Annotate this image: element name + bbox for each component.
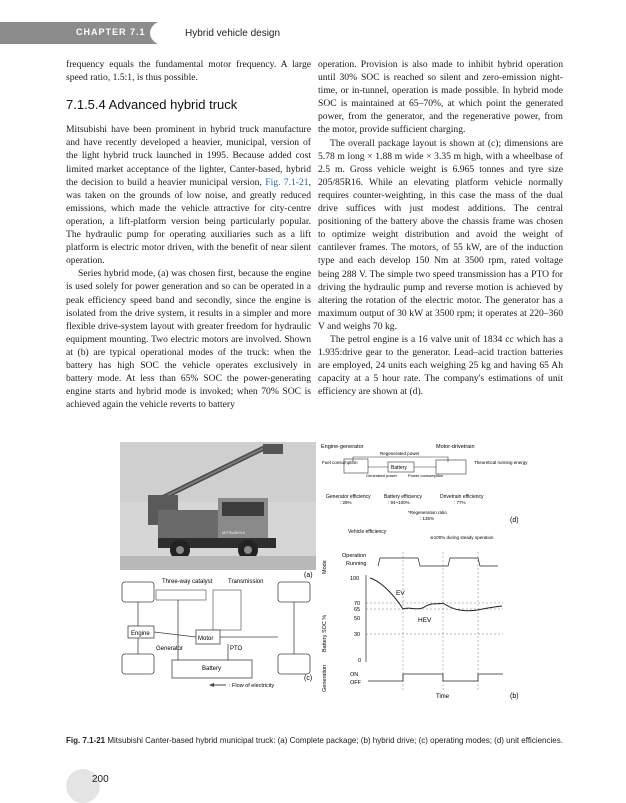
- motor-label: Motor: [198, 636, 214, 642]
- regeneration-ratio-label: *Regeneration ratio: [408, 510, 447, 515]
- paragraph: The petrol engine is a 16 valve unit of 1834 cc which has a 1.935:drive gear to the generator. Lead–acid traction batteries are employed, 24 units each weighing 25 kg and having 65 Ah capacity at a 5 hour rate. The company's estimations of unit efficiency are shown at (d).: [318, 333, 563, 398]
- figure-link[interactable]: Fig. 7.1-21: [265, 176, 309, 188]
- generator-efficiency-value: : 28%: [340, 500, 352, 505]
- hev-label: HEV: [418, 617, 432, 624]
- generator-label: Generator: [156, 646, 184, 652]
- drivetrain-efficiency-value: : 77%: [454, 500, 466, 505]
- soc-tick: 50: [354, 616, 361, 622]
- pto-label: PTO: [230, 646, 243, 652]
- battery-efficiency-label: Battery efficiency: [384, 494, 422, 500]
- soc-tick: 100: [350, 576, 360, 582]
- panel-b-label: (b): [510, 693, 519, 700]
- panel-d-label: (d): [510, 517, 519, 524]
- motor-drivetrain-label: Motor-drivetrain: [436, 444, 475, 450]
- paragraph: operation. Provision is also made to inhibit hybrid operation until 30% SOC is reached so silent and zero-emission night-time, or in-tunnel, operation is made possible. In hybrid mode SOC is maintained at 65–70%, at which point the generated power, from the generator, and the regenerative power, from the motor, provide sufficient charging.: [318, 59, 563, 136]
- figure-caption: [66, 736, 566, 747]
- left-column: [66, 58, 311, 411]
- generation-axis-label: Generation: [322, 664, 328, 692]
- paragraph: The overall package layout is shown at (c); dimensions are 5.78 m long × 1.88 m wide × 3.35 m high, with a wheelbase of 2.5 m. Gross vehicle weight is 6.965 tonnes and tyre size 205/85R16. While an elevating platform vehicle normally requires counter-weighting, in this case the mass of the dual drive suffices with just modest additions. The central positioning of the battery above the chassis frame was chosen to optimize weight distribution and avoid the weight of cantilever frames. The motors, of 55 kW, are of the induction type and each develop 150 Nm at 3500 rpm, rated voltage being 288 V. The simple two speed transmission has a PTO for driving the hydraulic pump and reverse motion is achieved by altering the rotation of the electric motor. The generator has a maximum output of 30 kW at 3500 rpm; it operates at 220–360 V and weighs 70 kg.: [318, 137, 563, 332]
- generator-efficiency-label: Generator efficiency: [326, 494, 371, 500]
- paragraph-text: , was taken on the grounds of low noise, and greatly reduced emissions, which made the vehicle attractive for city-centre operation, a lift-platform version being particularly popular. The hydraulic pump for operating auxiliaries such as a lift platform is electric motor driven, with the benefit of near silent operation.: [66, 176, 311, 267]
- regeneration-ratio-value: : 135%: [420, 516, 435, 521]
- package-layout: [122, 579, 313, 689]
- off-label: OFF: [350, 680, 361, 686]
- right-column: [318, 58, 563, 398]
- transmission-label: Transmission: [228, 579, 264, 585]
- battery-efficiency-value: : 94~100%: [388, 500, 410, 505]
- three-way-catalyst-label: Three-way catalyst: [162, 579, 213, 585]
- vehicle-efficiency-label: Vehicle efficiency: [348, 529, 387, 535]
- ev-label: EV: [396, 590, 405, 597]
- soc-tick: 70: [354, 601, 361, 607]
- mode-axis-label: Mode: [322, 560, 328, 574]
- figure-7-1-21: [118, 440, 528, 730]
- truck-lettering: MITSUBISHI: [222, 530, 245, 535]
- power-consumption-label: Power consumption: [408, 473, 444, 478]
- soc-tick: 0: [358, 658, 362, 664]
- panel-c-label: (c): [304, 675, 313, 682]
- running-header: [0, 0, 626, 44]
- paragraph: frequency equals the fundamental motor frequency. A large speed ratio, 1.5:1, is thus possible.: [66, 59, 311, 84]
- chapter-title: Hybrid vehicle design: [185, 28, 281, 39]
- soc-tick: 65: [354, 607, 361, 613]
- paragraph: [66, 123, 311, 267]
- paragraph-text: Mitsubishi have been prominent in hybrid truck manufacture and have recently developed a heavier, municipal, version of the light hybrid truck launched in 1995. Because added cost limited market acceptance of the lighter, Canter-based, hybrid the decision to build a heavier municipal version,: [66, 124, 311, 188]
- steady-operation-note: ※100% during steady operation: [430, 535, 494, 540]
- section-heading: 7.1.5.4 Advanced hybrid truck: [66, 97, 238, 113]
- engine-label: Engine: [131, 631, 150, 637]
- paragraph: Series hybrid mode, (a) was chosen first, because the engine is used solely for power generation and so can be operated in a peak efficiency speed band and secondly, since the engine is isolated from the drive system, it results in a simpler and more flexible drive-system layout with greater freedom for hydraulic equipment mounting. Two electric motors are involved. Shown at (b) are typical operational modes of the truck: when the battery has high SOC the vehicle operates exclusively in battery mode. At less than 65% SOC the power-generating engine starts and hybrid mode is invoked; when 70% SOC is achieved again the vehicle reverts to battery: [66, 268, 311, 411]
- regenerated-power-label: Regenerated power: [380, 451, 420, 456]
- battery-box-label: Battery: [202, 666, 222, 672]
- generated-power-label: Generated power: [366, 473, 397, 478]
- operation-label: Operation: [342, 553, 367, 559]
- time-axis-label: Time: [436, 694, 450, 700]
- caption-figure-number: Fig. 7.1-21: [66, 736, 106, 745]
- soc-tick: 30: [354, 632, 361, 638]
- efficiency-diagram: [321, 444, 528, 540]
- figure-graphic: [118, 440, 528, 730]
- running-label: Running: [346, 561, 367, 567]
- battery-label: Battery: [391, 465, 407, 471]
- engine-generator-label: Engine-generator: [321, 444, 364, 450]
- operating-modes-chart: [322, 552, 503, 700]
- soc-axis-label: Battery SOC %: [322, 614, 328, 652]
- truck-photo: [120, 442, 316, 570]
- on-label: ON: [350, 672, 359, 678]
- flow-legend-label: : Flow of electricity: [229, 683, 275, 689]
- panel-a-label: (a): [304, 572, 313, 579]
- page-number: 200: [92, 774, 109, 785]
- caption-text: Mitsubishi Canter-based hybrid municipal truck: (a) Complete package; (b) hybrid drive; (c) operating modes; (d) unit efficiencies.: [105, 736, 563, 745]
- fuel-consumption-label: Fuel consumption: [322, 460, 358, 465]
- theoretical-running-energy-label: Theoretical running energy: [474, 460, 528, 465]
- header-tab: [150, 20, 184, 46]
- chapter-label: CHAPTER 7.1: [76, 27, 146, 37]
- drivetrain-efficiency-label: Drivetrain efficiency: [440, 494, 484, 500]
